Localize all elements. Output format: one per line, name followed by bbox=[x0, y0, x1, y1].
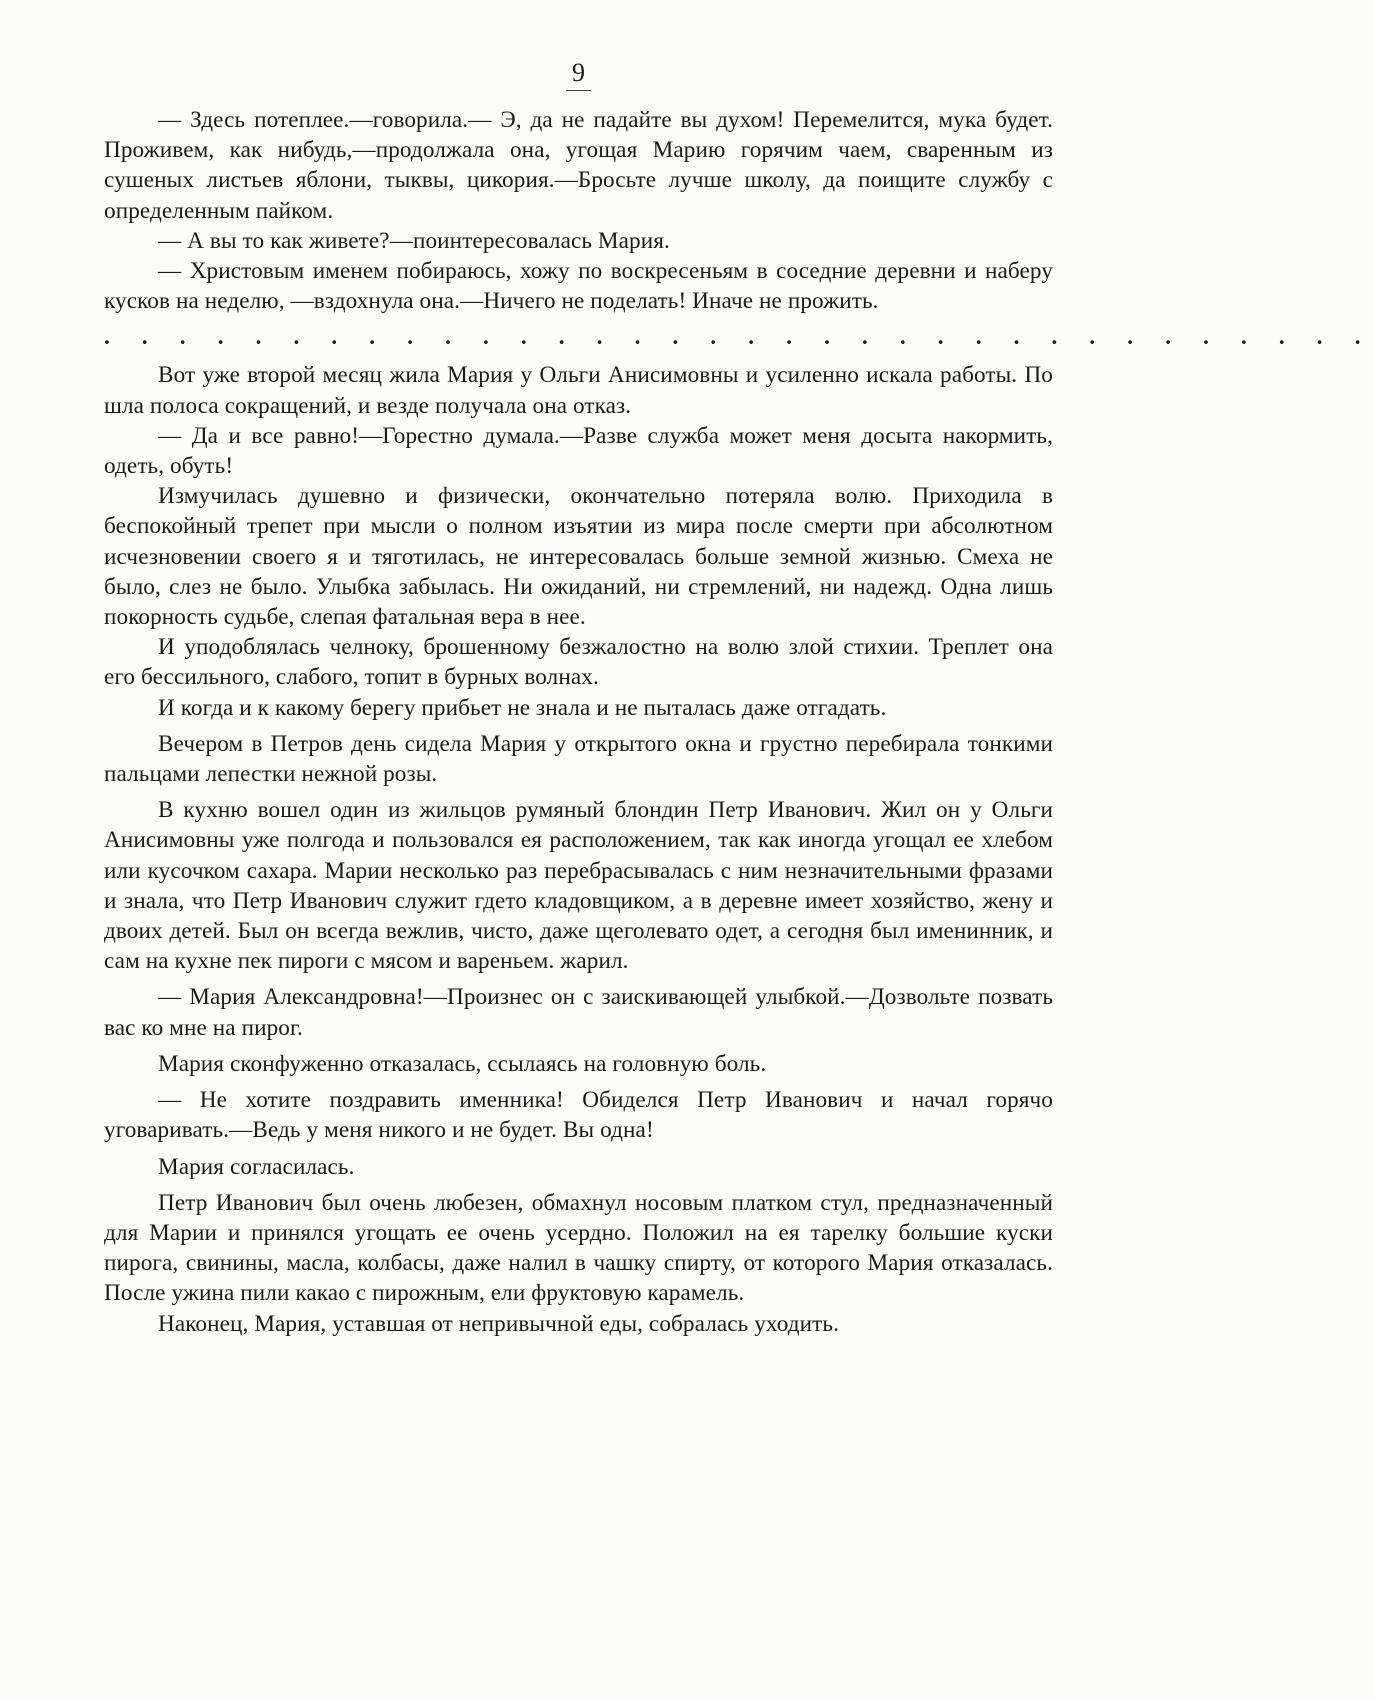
paragraph: — Да и все равно!—Горестно думала.—Разве служба может меня досыта накормить, одеть, обуть! bbox=[104, 422, 1053, 480]
paragraph: И уподоблялась челноку, брошенному безжалостно на волю злой стихии. Треплет она его бессильного, слабого, топит в бурных волнах. bbox=[104, 634, 1053, 691]
paragraph: — Не хотите поздравить именника! Обиделся Петр Иванович и начал горячо уговаривать.—Ведь у меня никого и не будет. Вы одна! bbox=[104, 1087, 1053, 1144]
paragraph: Вечером в Петров день сидела Мария у открытого окна и грустно перебирала тонкими пальцами лепестки нежной розы. bbox=[104, 730, 1053, 788]
paragraph: В кухню вошел один из жильцов румяный блондин Петр Иванович. Жил он у Ольги Анисимовны уже полгода и пользовался ея расположением, так как иногда угощал ее хлебом или кусочком сахара. Марии несколько раз перебрасывалась с ним незначительными фразами и знала, что Петр Иванович служит гдето кладовщиком, а в деревне имеет хозяйство, жену и двоих детей. Был он всегда вежлив, чисто, даже щеголевато одет, а сегодня был именинник, и сам на кухне пек пироги с мясом и вареньем. жарил. bbox=[104, 797, 1053, 975]
page-number: 9 bbox=[104, 58, 1053, 91]
text-block-after bbox=[104, 360, 1053, 1338]
paragraph: Вот уже второй месяц жила Мария у Ольги Анисимовны и усиленно искала работы. По шла полоса сокращений, и везде получала она отказ. bbox=[104, 362, 1053, 419]
text-block-before bbox=[104, 105, 1053, 316]
paragraph: Измучилась душевно и физически, окончательно потеряла волю. Приходила в беспокойный трепет при мысли о полном изъятии из мира после смерти при абсолютном исчезновении своего я и тяготилась, не интересовалась больше земной жизнью. Смеха не было, слез не было. Улыбка забылась. Ни ожиданий, ни стремлений, ни надежд. Одна лишь покорность судьбе, слепая фатальная вера в нее. bbox=[104, 483, 1053, 631]
paragraph: — Мария Александровна!—Произнес он с заискивающей улыбкой.—Дозвольте позвать вас ко мне на пирог. bbox=[104, 984, 1053, 1041]
paragraph: Мария согласилась. bbox=[158, 1153, 355, 1180]
section-separator: . . . . . . . . . . . . . . . . . . . . . . . . . . . . . . . . . . bbox=[104, 324, 1374, 350]
paragraph: И когда и к какому берегу прибьет не знала и не пыталась даже отгадать. bbox=[158, 694, 887, 721]
paragraph: Наконец, Мария, уставшая от непривычной еды, собралась уходить. bbox=[158, 1310, 839, 1337]
paragraph: Мария сконфуженно отказалась, ссылаясь на головную боль. bbox=[158, 1050, 767, 1077]
paragraph: — А вы то как живете?—поинтересовалась Мария. bbox=[158, 227, 670, 254]
paragraph: — Здесь потеплее.—говорила.— Э, да не падайте вы духом! Перемелится, мука будет. Проживем, как нибудь,—продолжала она, угощая Марию горячим чаем, сваренным из сушеных листьев яблони, тыквы, цикория.—Бросьте лучше школу, да поищите службу с определенным пайком. bbox=[104, 107, 1053, 224]
paragraph: — Христовым именем побираюсь, хожу по воскресеньям в соседние деревни и наберу кусков на неделю, —вздохнула она.—Ничего не поделать! Иначе не прожить. bbox=[104, 258, 1053, 315]
paragraph: Петр Иванович был очень любезен, обмахнул носовым платком стул, предназначенный для Марии и принялся угощать ее очень усердно. Положил на ея тарелку большие куски пирога, свинины, масла, колбасы, даже налил в чашку спирту, от которого Мария отказалась. После ужина пили какао с пирожным, ели фруктовую карамель. bbox=[104, 1189, 1053, 1307]
